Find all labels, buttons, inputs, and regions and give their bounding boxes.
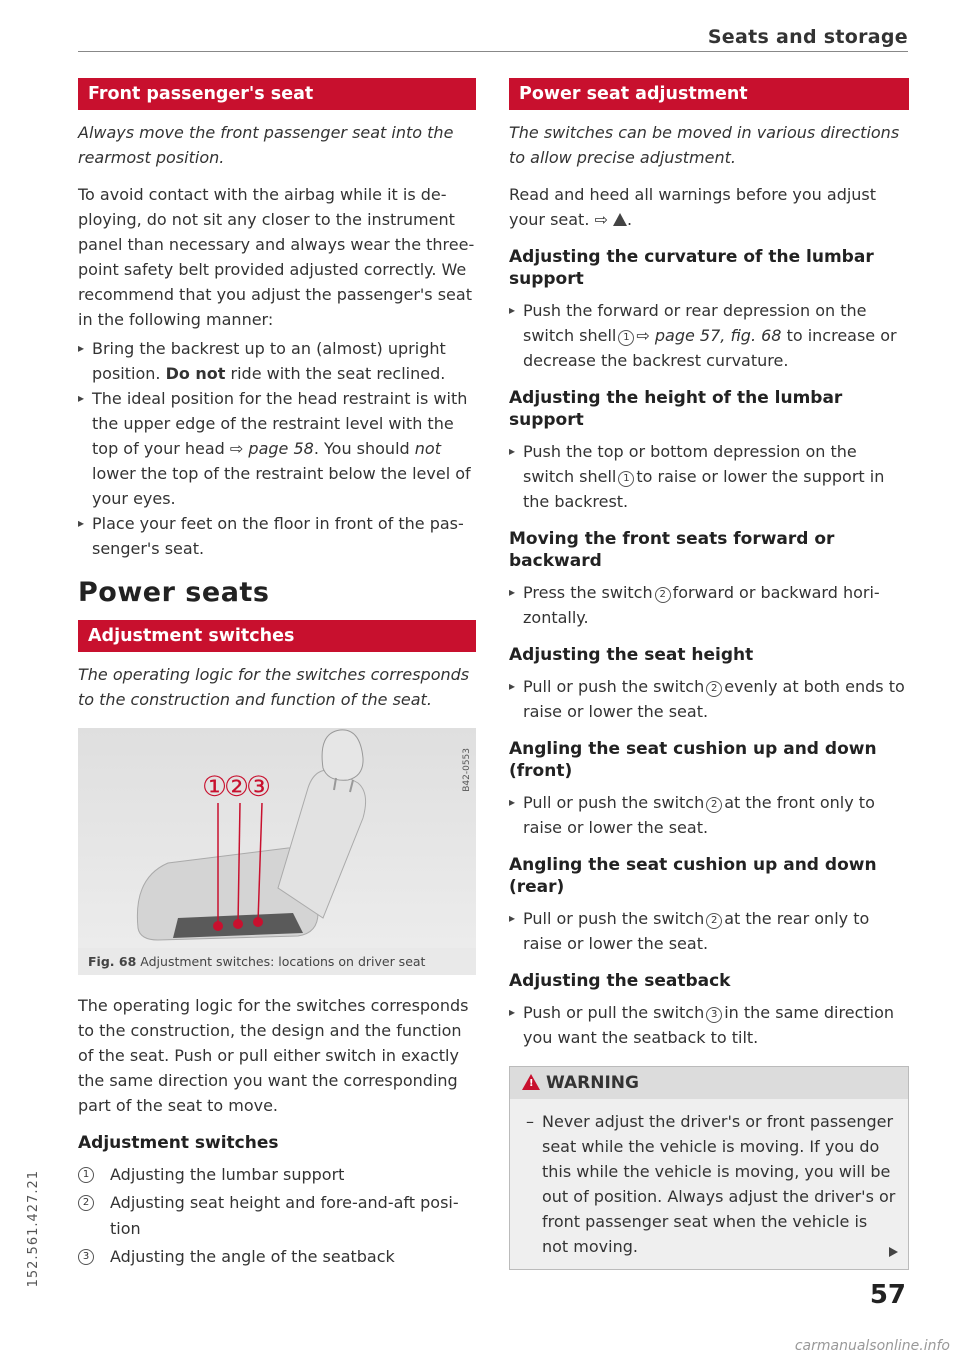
figure-caption-number: Fig. 68 (88, 954, 137, 969)
continue-arrow-icon[interactable] (889, 1247, 898, 1257)
left-column (78, 78, 476, 1272)
page-reference-link[interactable]: ⇨ page 58 (229, 439, 314, 458)
number-marker: 2 (706, 797, 722, 813)
bullet-list (509, 298, 909, 373)
section-intro: Always move the front passenger seat into the rearmost position. (78, 123, 454, 167)
list-item (78, 336, 476, 386)
number-marker: 3 (78, 1249, 94, 1265)
bullet-text: Place your feet on the floor in front of the pas-senger's seat. (92, 514, 464, 558)
bullet-text: Push or pull the switch (523, 1003, 705, 1022)
section-title-front-passenger-seat: Front passenger's seat (78, 78, 476, 110)
number-marker: 1 (618, 471, 634, 487)
bullet-text: at the front only to raise or lower the seat. (523, 793, 875, 837)
paragraph: The operating logic for the switches corresponds to the construction, the design and the function of the seat. Push or pull either switch in exactly the same direction you want the corresponding part of the seat to move. (78, 996, 469, 1115)
list-item (509, 674, 909, 724)
paragraph: To avoid contact with the airbag while it is de-ploying, do not sit any closer to the instrument panel than necessary and always wear the three-point safety belt provided adjusted correctly. We recommend that you adjust the passenger's seat in the following manner: (78, 185, 475, 329)
document-code: 152.561.427.21 (26, 1170, 41, 1288)
list-item (78, 1190, 476, 1242)
bullet-text: ride with the seat reclined. (230, 364, 446, 383)
list-item (509, 580, 909, 630)
page-reference-link[interactable]: ⇨ page 57, fig. 68 (636, 326, 782, 345)
bullet-text: at the rear only to raise or lower the seat. (523, 909, 870, 953)
seat-figure (78, 728, 476, 948)
warning-header (510, 1067, 908, 1099)
subheading: Angling the seat cushion up and down (front) (509, 739, 877, 781)
subheading: Adjusting the seatback (509, 971, 731, 991)
bullet-list (78, 336, 476, 561)
bullet-text: . You should (313, 439, 410, 458)
right-column (509, 78, 909, 1270)
warning-text: – Never adjust the driver's or front passenger seat while the vehicle is moving. If you do this while the vehicle is moving, you will be out of position. Always adjust the driver's or front passenger seat when the vehicle is not moving. (526, 1109, 896, 1259)
list-item (78, 386, 476, 511)
list-item (509, 298, 909, 373)
list-item (509, 906, 909, 956)
paragraph: Read and heed all warnings before you adjust your seat. ⇨ . (509, 185, 877, 229)
warning-title: WARNING (546, 1073, 639, 1093)
section-title-adjustment-switches: Adjustment switches (78, 620, 476, 652)
figure-label: ③ (246, 770, 272, 803)
bullet-text: Bring the backrest up to an (almost) upright position. (92, 339, 446, 383)
list-item (509, 790, 909, 840)
bullet-text: to increase or decrease the backrest curvature. (523, 326, 897, 370)
bullet-text: Press the switch (523, 583, 653, 602)
subheading: Moving the front seats forward or backward (509, 529, 835, 571)
number-marker: 2 (706, 681, 722, 697)
figure-code: B42-0553 (462, 748, 472, 792)
bullet-text: forward or backward hori-zontally. (523, 583, 880, 627)
list-item (78, 1162, 476, 1188)
bullet-text: in the same direction you want the seatback to tilt. (523, 1003, 895, 1047)
bullet-list (509, 580, 909, 630)
warning-body (510, 1099, 908, 1269)
seat-illustration (78, 728, 476, 948)
watermark: carmanualsonline.info (794, 1338, 950, 1354)
bullet-emphasis: Do not (165, 364, 226, 383)
bullet-text: Push the forward or rear depression on the switch shell (523, 301, 867, 345)
bullet-text: to raise or lower the support in the backrest. (523, 467, 885, 511)
warning-box (509, 1066, 909, 1270)
chapter-heading: Power seats (78, 577, 270, 608)
list-item (78, 1244, 476, 1270)
bullet-text: evenly at both ends to raise or lower the seat. (523, 677, 905, 721)
bullet-list (509, 906, 909, 956)
figure-caption (78, 948, 476, 975)
number-marker: 2 (78, 1195, 94, 1211)
bullet-text: Pull or push the switch (523, 677, 705, 696)
list-item-text: Adjusting seat height and fore-and-aft posi-tion (110, 1193, 459, 1238)
paragraph-text: Read and heed all warnings before you adjust your seat. ⇨ (509, 185, 877, 229)
section-title-power-seat-adjustment: Power seat adjustment (509, 78, 909, 110)
list-item-text: Adjusting the angle of the seatback (110, 1247, 395, 1266)
bullet-text: Push the top or bottom depression on the switch shell (523, 442, 857, 486)
bullet-text: Pull or push the switch (523, 909, 705, 928)
bullet-text: Pull or push the switch (523, 793, 705, 812)
number-marker: 1 (78, 1167, 94, 1183)
bullet-text: lower the top of the restraint below the level of your eyes. (92, 464, 471, 508)
figure-label: ② (224, 770, 250, 803)
bullet-emphasis: not (414, 439, 441, 458)
number-marker: 2 (655, 587, 671, 603)
bullet-list (509, 790, 909, 840)
bullet-list (509, 439, 909, 514)
bullet-text: The ideal position for the head restraint is with the upper edge of the restraint level with the top of your head (92, 389, 468, 458)
numbered-list (78, 1162, 476, 1270)
list-item (78, 511, 476, 561)
number-marker: 1 (618, 330, 634, 346)
number-marker: 3 (706, 1007, 722, 1023)
warning-icon: ! (522, 1074, 540, 1090)
page-header-title: Seats and storage (707, 26, 908, 48)
number-marker: 2 (706, 913, 722, 929)
figure-caption-text: Adjustment switches: locations on driver seat (140, 954, 426, 969)
section-intro: The switches can be moved in various directions to allow precise adjustment. (509, 123, 900, 167)
subheading: Adjusting the seat height (509, 645, 754, 665)
bullet-list (509, 674, 909, 724)
page-number: 57 (869, 1280, 906, 1310)
subheading: Angling the seat cushion up and down (rear) (509, 855, 877, 897)
figure-label: ① (202, 770, 228, 803)
section-intro: The operating logic for the switches corresponds to the construction and function of the seat. (78, 665, 470, 709)
subheading: Adjusting the height of the lumbar support (509, 388, 843, 430)
bullet-list (509, 1000, 909, 1050)
list-item (509, 439, 909, 514)
list-item (509, 1000, 909, 1050)
header-rule (78, 51, 908, 52)
warning-triangle-icon[interactable] (613, 213, 627, 226)
subheading: Adjustment switches (78, 1133, 279, 1153)
subheading: Adjusting the curvature of the lumbar support (509, 247, 874, 289)
list-item-text: Adjusting the lumbar support (110, 1165, 345, 1184)
